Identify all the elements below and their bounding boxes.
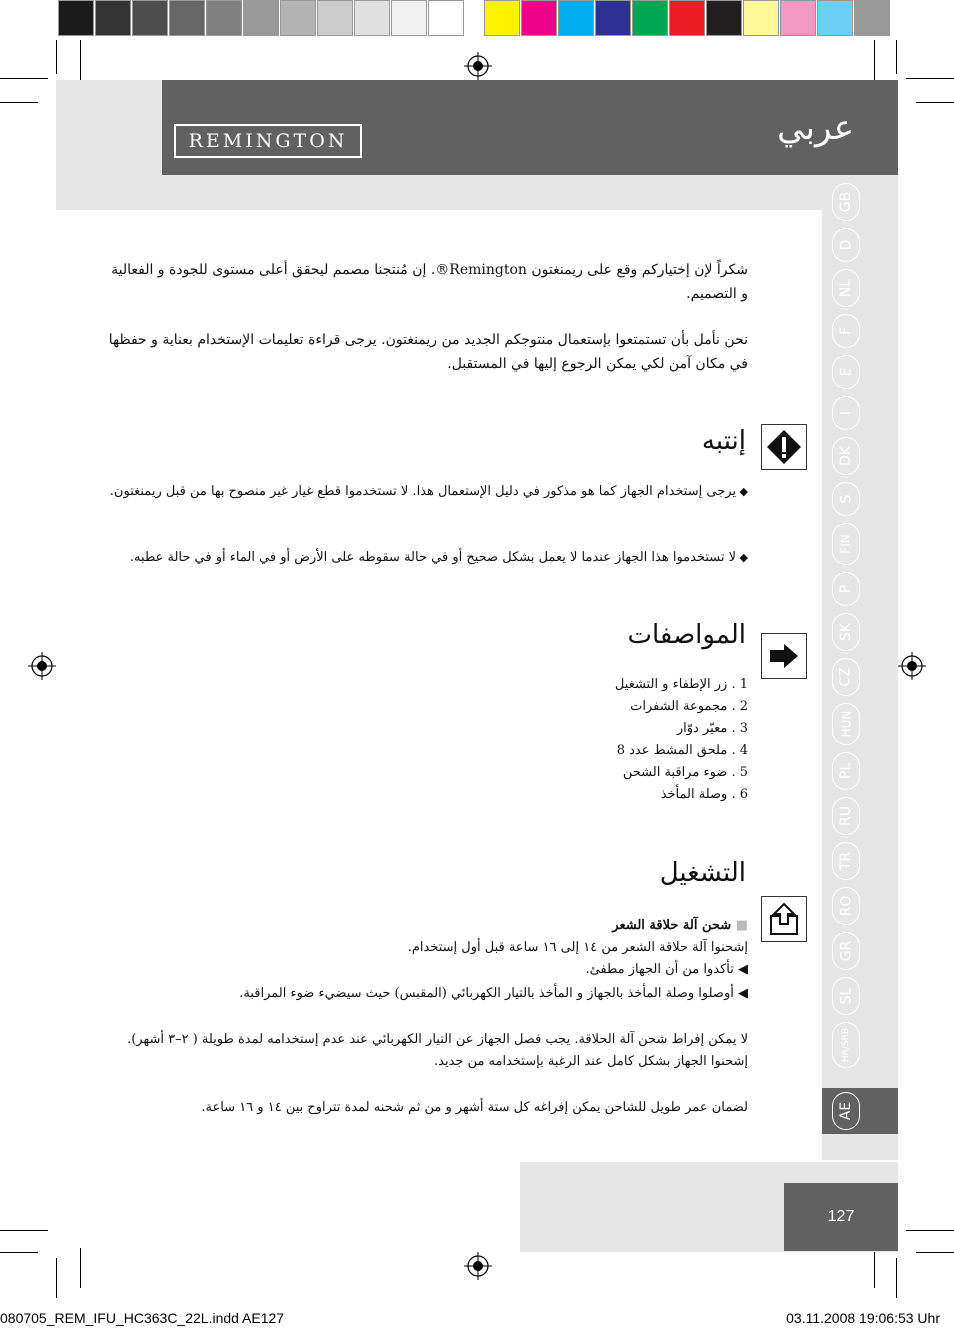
triangle-bullet-icon: ◀ (733, 986, 748, 1001)
language-tab-gr[interactable] (832, 932, 860, 970)
color-swatch (317, 0, 353, 36)
language-tab-f[interactable] (832, 314, 860, 348)
color-swatch (521, 0, 557, 36)
language-tab-label: AE (838, 1101, 854, 1121)
language-tab-ru[interactable] (832, 797, 860, 835)
crop-mark (906, 1230, 954, 1231)
warning-item-2: ◆ لا تستخدموا هذا الجهاز عندما لا يعمل بشكل صحيح أو في حالة سقوطه على الأرض أو في الماء أو في حالة عطبه. (129, 550, 748, 565)
language-tab-sk[interactable] (832, 613, 860, 651)
feature-list-item: 4 . ملحق المشط عدد 8 (616, 743, 748, 758)
language-tab-d[interactable] (832, 228, 860, 262)
registration-mark-icon (898, 652, 926, 680)
crop-mark (916, 102, 954, 103)
warning-bullet-icon: ◆ (736, 551, 748, 564)
language-tab-hr-srb[interactable] (832, 1022, 860, 1068)
language-tab-ro[interactable] (832, 887, 860, 925)
square-bullet-icon: ■ (731, 918, 748, 933)
operation-step: ◀ أوصلوا وصلة المأخذ بالجهاز و المأخذ بالتيار الكهربائي (المقبس) حيث سيضيء ضوء المراقبة. (239, 986, 748, 1001)
language-tab-label: I (837, 410, 854, 416)
crop-mark (906, 78, 954, 79)
language-tab-label: HUN (839, 710, 854, 738)
operation-line: لا يمكن إفراط شحن آلة الحلاقة. يجب فصل الجهاز عن التيار الكهربائي عند عدم إستخدامه لمدة طويلة ( ٢–٣ أشهر). (127, 1032, 748, 1047)
warning-heading: إنتبه (701, 426, 746, 456)
color-swatch (558, 0, 594, 36)
language-tab-label: GR (837, 940, 854, 962)
crop-mark (916, 1252, 954, 1253)
language-tab-nl[interactable] (832, 269, 860, 307)
language-tab-label: TR (838, 851, 854, 871)
color-swatch (95, 0, 131, 36)
language-tab-hun[interactable] (832, 703, 860, 745)
color-swatch (58, 0, 94, 36)
language-tab-pl[interactable] (832, 752, 860, 790)
color-swatch (132, 0, 168, 36)
crop-mark (0, 1230, 48, 1231)
triangle-bullet-icon: ◀ (733, 962, 748, 977)
language-tab-label: F (838, 326, 854, 336)
language-tab-dk[interactable] (832, 437, 860, 475)
registration-mark-icon (28, 652, 56, 680)
feature-list-item: 3 . معيّر دوّار (676, 721, 748, 736)
color-swatch (854, 0, 890, 36)
language-tab-label: FIN (838, 534, 853, 554)
crop-mark (80, 1248, 81, 1288)
footer-file-info: 080705_REM_IFU_HC363C_22L.indd AE127 (0, 1310, 285, 1326)
feature-list-item: 6 . وصلة المأخذ (660, 787, 748, 802)
feature-list-item: 1 . زر الإطفاء و التشغيل (614, 677, 748, 692)
language-tab-label: P (837, 584, 854, 594)
crop-mark (56, 1258, 57, 1298)
color-swatch (484, 0, 520, 36)
language-tab-label: S (837, 494, 854, 504)
language-tab-label: CZ (838, 667, 854, 687)
language-tab-tr[interactable] (832, 842, 860, 880)
language-tab-label: RU (837, 806, 854, 826)
crop-mark (0, 1252, 38, 1253)
operation-line: إشحنوا الجهاز بشكل كامل عند الرغبة بإستخدامه من جديد. (434, 1054, 748, 1069)
language-tab-label: PL (838, 762, 854, 780)
warning-bullet-icon: ◆ (736, 485, 748, 498)
language-tab-cz[interactable] (832, 658, 860, 696)
crop-mark (80, 40, 81, 80)
crop-mark (874, 1248, 875, 1288)
operation-heading: التشغيل (659, 858, 746, 888)
arrow-right-icon (761, 633, 807, 679)
crop-mark (0, 78, 48, 79)
color-swatch (169, 0, 205, 36)
language-title: عربي (777, 108, 854, 148)
crop-mark (56, 40, 57, 74)
language-tab-label: NL (838, 278, 854, 298)
language-tab-label: D (838, 239, 854, 251)
color-swatch-bar (484, 0, 891, 38)
operation-line: لضمان عمر طويل للشاحن يمكن إفراغه كل ستة أشهر و من ثم شحنه لمدة تتراوح بين ١٤ و ١٦ ساعة. (201, 1100, 748, 1115)
language-tab-fin[interactable] (832, 523, 860, 565)
crop-mark (896, 1258, 897, 1298)
language-tab-e[interactable] (832, 355, 860, 389)
color-swatch (669, 0, 705, 36)
language-tab-ae[interactable] (832, 1092, 860, 1130)
color-swatch (817, 0, 853, 36)
intro-paragraph-1: شكراً لإن إختياركم وقع على ريمنغتون Remington®. إن مُنتجنا مصمم ليحقق أعلى مستوى للجودة و الفعالية و التصميم. (111, 262, 748, 302)
color-swatch (243, 0, 279, 36)
color-swatch (280, 0, 316, 36)
color-swatch (780, 0, 816, 36)
color-swatch (206, 0, 242, 36)
registration-mark-icon (464, 1252, 492, 1280)
language-tab-label: E (837, 367, 854, 377)
language-tab-i[interactable] (832, 396, 860, 430)
language-tab-gb[interactable] (832, 183, 860, 221)
language-tab-label: SK (837, 622, 854, 642)
language-tab-label: HR/SRB (841, 1027, 852, 1063)
language-tab-sl[interactable] (832, 977, 860, 1015)
language-tab-label: SL (838, 987, 854, 1005)
operation-step: ◀ تأكدوا من أن الجهاز مطفئ. (585, 962, 748, 977)
language-tab-label: RO (838, 895, 854, 917)
warning-icon (761, 424, 807, 470)
color-swatch (428, 0, 464, 36)
remington-logo: REMINGTON (174, 124, 362, 158)
color-swatch (743, 0, 779, 36)
color-swatch (706, 0, 742, 36)
charging-icon (761, 896, 807, 942)
crop-mark (896, 40, 897, 74)
language-tab-p[interactable] (832, 572, 860, 606)
crop-mark (874, 40, 875, 80)
registration-mark-icon (464, 52, 492, 80)
color-swatch (391, 0, 427, 36)
feature-list-item: 5 . ضوء مراقبة الشحن (622, 765, 748, 780)
features-heading: المواصفات (627, 620, 746, 650)
color-swatch (354, 0, 390, 36)
language-tab-s[interactable] (832, 482, 860, 516)
language-tab-label: GB (837, 191, 854, 213)
color-swatch (595, 0, 631, 36)
intro-paragraph-2: نحن نأمل بأن تستمتعوا بإستعمال منتوجكم الجديد من ريمنغتون. يرجى قراءة تعليمات الإستخدام بعناية و حفظها في مكان آمن لكي يمكن الرجوع إليها في المستقبل. (108, 332, 748, 372)
color-swatch (632, 0, 668, 36)
page-number: 127 (784, 1183, 898, 1251)
feature-list-item: 2 . مجموعة الشفرات (630, 699, 748, 714)
charging-subheading: ■ شحن آلة حلاقة الشعر (612, 918, 748, 933)
crop-mark (0, 102, 38, 103)
warning-item-1: ◆ يرجى إستخدام الجهاز كما هو مذكور في دليل الإستعمال هذا. لا تستخدموا قطع غيار غير منصوح بها من قبل ريمنغتون. (109, 484, 748, 499)
operation-line: إشحنوا آلة حلاقة الشعر من ١٤ إلى ١٦ ساعة قبل أول إستخدام. (407, 940, 748, 955)
footer-timestamp: 03.11.2008 19:06:53 Uhr (786, 1310, 940, 1326)
language-tab-label: DK (838, 446, 854, 466)
gray-swatch-bar (58, 0, 465, 38)
